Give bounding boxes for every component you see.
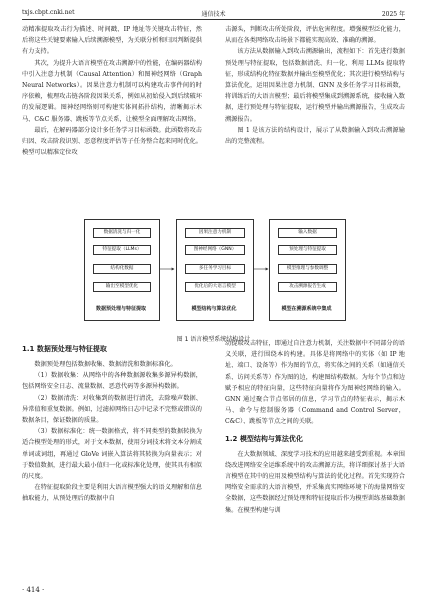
figure-box: 因果注意力机制: [185, 228, 245, 238]
paragraph: 击源头，判断攻击所处阶段，评估危害程度。增强模型泛化能力，从而在各类网络攻击场景下都能实现高效、准确的溯源。: [225, 26, 405, 45]
figure-box: 输出至模型优化: [93, 282, 151, 292]
journal-url: txjs.cbpt.cnki.net: [22, 9, 75, 16]
paragraph: 动提取攻击特征，即通过自注意力机制，关注数据中不同部分的语义关联，进行围绕本的构建。具体是将网络中的实体（如 IP 地址、端口、设备等）作为图的节点，将实体之间的关系（如通信关系、访问关系等）作为图的边，构建图结构数据。为每个节点和边赋予相应的特征向量，这些特征向量将作为图神经网络的输入。GNN 通过聚合节点邻居的信息，学习节点的特征表示，揭示木马、命令与控制服务器（Command and Control Server，C&C）、跳板等节点之间的关联。: [225, 340, 405, 426]
column-top-left: [22, 24, 202, 158]
figure-box: 模型推理与参数调整: [278, 264, 337, 274]
figure-panel-caption: 模型在溯源系统中集成: [281, 306, 332, 312]
paragraph: （3）数据标准化：统一数据格式，将不同类型的数据转换为适合模型处理的形式，对于文本数据，使用分词技术将文本分割成单词或词组，再通过 GloVe 词嵌入算法将其转换为向量表示；对于数值数据，进行最大最小值归一化或标准化处理，使其具有相似的尺度。: [22, 428, 202, 481]
column-top-right: [225, 24, 405, 147]
figure-box: 数据清洗与归一化: [93, 228, 151, 238]
column-bottom-left: [22, 338, 202, 505]
paragraph: 在特征提取阶段主要是利用大语言模型强大的语义理解和信息抽取能力，从预处理后的数据中自: [22, 484, 202, 503]
figure-box: 结构化数据: [93, 264, 151, 274]
column-bottom-right: [225, 338, 405, 516]
section-heading: 1.1 数据预处理与特征提取: [22, 345, 107, 353]
paragraph: 图 1 是该方法的结构设计，展示了从数据输入到攻击溯源输出的完整流程。: [225, 126, 405, 146]
figure-panel-caption: 模型结构与算法优化: [191, 306, 237, 312]
figure-box: 输入数据: [278, 228, 337, 238]
page-number: · 414 ·: [22, 586, 45, 594]
figure-box: 多任务学习目标: [185, 264, 245, 274]
journal-year: 2025 年: [381, 11, 405, 18]
paragraph: 数据预处理包括数据收集、数据清洗和数据标准化。: [34, 361, 177, 368]
figure-box: 预处理与特征提取: [278, 245, 337, 255]
paragraph: 动精准提取攻击行为描述、时间戳、IP 地址等关键攻击特征，然后将这些关键要素输入后续溯源模型，为关联分析和归因判断提供有力支持。: [22, 26, 202, 56]
figure-box: 优化后的大语言模型: [185, 282, 245, 292]
section-heading: 1.2 模型结构与算法优化: [225, 434, 303, 443]
paragraph: 在大数据领域、深度学习技术的应用越来越受到重视。本章围绕改进网络安全运维系统中的攻击溯源方法，将详细探讨基于大语言模型在其中的应用及模型结构与算法的优化过程。首先实现符合网络安全需求的大语言模型，并采集真实网络环境下的海量网络安全数据，这些数据经过预处理和特征提取后作为模型训练基础数据集。在模型构建与训: [225, 450, 405, 514]
paragraph: 最后，在解码器部分设计多任务学习目标函数。此函数将攻击归因、攻击阶段识别、恶意程度评估等子任务整合起来同时优化。模型可以精准定位攻: [22, 126, 202, 157]
figure-box: 图神经网络（GNN）: [185, 245, 245, 255]
figure-panel-caption: 数据预处理与特征提取: [95, 306, 146, 312]
paragraph: （1）数据收集：从网络中的各种数据源收集多源异构数据，包括网络安全日志、流量数据、恶意代码等多源异构数据。: [22, 372, 202, 391]
figure-box: 特征提取（LLMs）: [93, 245, 151, 255]
paragraph: 其次，为提升大语言模型在攻击溯源中的性能，在编码器结构中引入注意力机制（Causal Attention）和图神经网络（Graph Neural Networks）。因果注意力机制可以构建攻击事件间的时序依赖，梳理攻击链各阶段因果关系，例如从初始侵入到后续破坏的发展逻辑。图神经网络则可构建实体间拓扑结构，清晰揭示木马、C&C 服务器、跳板等节点关系，让模型全面理解攻击网络。: [22, 59, 202, 123]
paragraph: （2）数据清洗：对收集到的数据进行清洗，去除噪声数据、异常值和重复数据。例如，过滤掉网络日志中记录不完整或错误的数据条目，保证数据的质量。: [22, 394, 202, 425]
figure-box: 攻击溯源报告生成: [278, 282, 337, 292]
figure-caption: 图 1 语言模型系统结构设计: [176, 336, 251, 343]
header-rule: [22, 19, 405, 20]
figure-1: [84, 219, 344, 329]
paragraph: 该方法从数据输入到攻击溯源输出，流程如下：首先进行数据预处理与特征提取，包括数据清洗、归一化、利用 LLMs 提取特征，形成结构化特征数据并输出至模型优化；其次进行模型结构与算法优化，运用因果注意力机制、GNN 及多任务学习目标函数，将训练后的大语言模型；最后将模型集成到溯源系统，接收输入数据，进行预处理与特征提取，运行模型并输出溯源报告，生成攻击溯源报告。: [225, 48, 405, 123]
journal-name: 通信技术: [201, 11, 226, 18]
